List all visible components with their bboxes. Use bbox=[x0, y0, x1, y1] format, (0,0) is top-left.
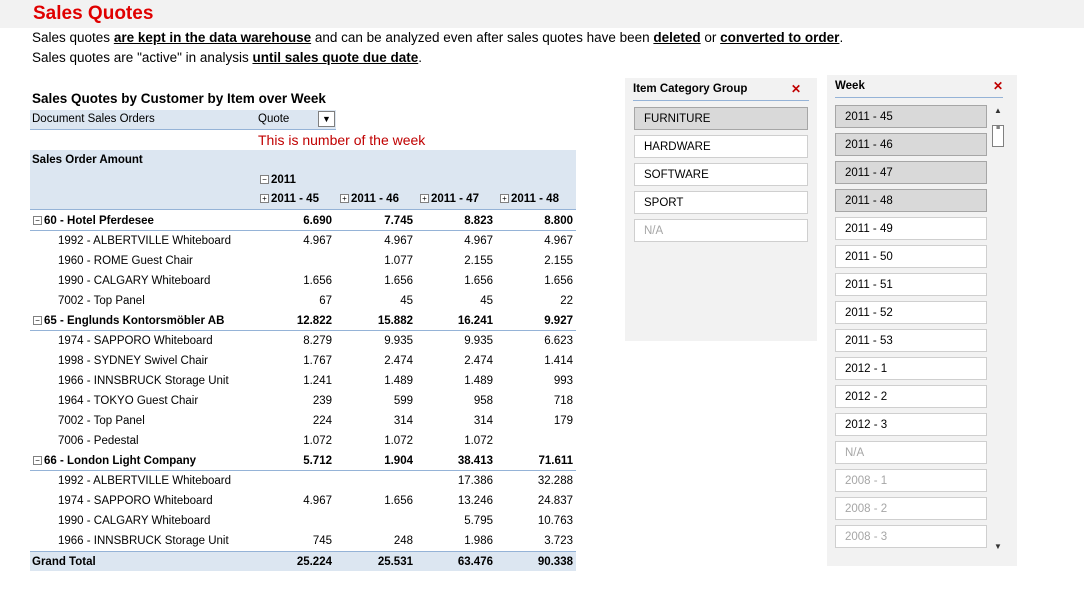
value-cell: 90.338 bbox=[537, 556, 573, 568]
item-row bbox=[30, 531, 576, 551]
value-cell: 224 bbox=[312, 415, 332, 427]
item-row bbox=[30, 511, 576, 531]
slicer-item[interactable] bbox=[634, 191, 808, 214]
slicer-title: Item Category Group bbox=[633, 83, 748, 95]
value-cell: 2.155 bbox=[464, 255, 493, 267]
value-cell: 1.656 bbox=[303, 275, 332, 287]
week-column-header[interactable]: + 2011 - 47 bbox=[420, 193, 479, 205]
slicer-title: Week bbox=[835, 80, 865, 92]
slicer-item-label: SOFTWARE bbox=[644, 169, 709, 181]
value-cell: 25.531 bbox=[377, 556, 413, 568]
value-cell: 4.967 bbox=[303, 235, 332, 247]
value-cell: 38.413 bbox=[457, 455, 493, 467]
value-cell: 15.882 bbox=[377, 315, 413, 327]
slicer-item-label: 2008 - 1 bbox=[845, 475, 888, 487]
header-divider bbox=[30, 209, 576, 210]
item-row bbox=[30, 391, 576, 411]
slicer-item[interactable] bbox=[835, 245, 987, 268]
value-cell: 1.656 bbox=[384, 495, 413, 507]
value-cell: 4.967 bbox=[544, 235, 573, 247]
title-band bbox=[0, 0, 1084, 28]
page-title: Sales Quotes bbox=[33, 3, 154, 24]
slicer-item[interactable] bbox=[835, 441, 987, 464]
scroll-up-icon[interactable]: ▲ bbox=[994, 106, 1002, 115]
value-cell: 2.474 bbox=[464, 355, 493, 367]
value-cell: 16.241 bbox=[457, 315, 493, 327]
value-cell: 2.474 bbox=[384, 355, 413, 367]
value-cell: 1.489 bbox=[384, 375, 413, 387]
row-label[interactable]: − 66 - London Light Company bbox=[33, 455, 196, 467]
slicer-item-label: 2011 - 52 bbox=[845, 307, 893, 319]
slicer-item[interactable] bbox=[835, 329, 987, 352]
value-cell: 8.823 bbox=[464, 215, 493, 227]
value-cell: 24.837 bbox=[537, 495, 573, 507]
filter-dropdown-icon[interactable]: ▼ bbox=[318, 111, 335, 127]
description-line-2: Sales quotes are "active" in analysis until sales quote due date. bbox=[32, 50, 422, 65]
slicer-item[interactable] bbox=[835, 357, 987, 380]
slicer-item[interactable] bbox=[835, 105, 987, 128]
slicer-item-label: 2012 - 1 bbox=[845, 363, 888, 375]
slicer-item[interactable] bbox=[835, 413, 987, 436]
value-cell: 9.927 bbox=[544, 315, 573, 327]
week-column-header[interactable]: + 2011 - 45 bbox=[260, 193, 319, 205]
slicer-item-label: 2011 - 47 bbox=[845, 167, 893, 179]
value-cell: 6.623 bbox=[544, 335, 573, 347]
value-cell: 32.288 bbox=[537, 475, 573, 487]
week-column-header[interactable]: + 2011 - 46 bbox=[340, 193, 399, 205]
value-cell: 45 bbox=[480, 295, 493, 307]
collapse-icon[interactable]: − bbox=[33, 316, 42, 325]
slicer-item-label: 2011 - 53 bbox=[845, 335, 893, 347]
value-cell: 17.386 bbox=[457, 475, 493, 487]
slicer-item-label: N/A bbox=[644, 225, 664, 237]
filter-label: Document Sales Orders bbox=[32, 113, 155, 125]
slicer-item[interactable] bbox=[634, 163, 808, 186]
slicer-item[interactable] bbox=[835, 525, 987, 548]
value-cell: 9.935 bbox=[464, 335, 493, 347]
item-row bbox=[30, 431, 576, 451]
value-cell: 1.414 bbox=[544, 355, 573, 367]
slicer-item[interactable] bbox=[634, 135, 808, 158]
row-label[interactable]: − 60 - Hotel Pferdesee bbox=[33, 215, 154, 227]
value-cell: 1.904 bbox=[384, 455, 413, 467]
value-cell: 314 bbox=[473, 415, 493, 427]
collapse-icon[interactable]: − bbox=[260, 175, 269, 184]
slicer-item[interactable] bbox=[634, 107, 808, 130]
value-cell: 8.800 bbox=[544, 215, 573, 227]
value-cell: 4.967 bbox=[303, 495, 332, 507]
values-label: Sales Order Amount bbox=[32, 154, 143, 166]
value-cell: 958 bbox=[473, 395, 493, 407]
item-row bbox=[30, 411, 576, 431]
slicer-item-label: 2011 - 50 bbox=[845, 251, 893, 263]
value-cell: 1.656 bbox=[464, 275, 493, 287]
slicer-item-label: N/A bbox=[845, 447, 865, 459]
item-row bbox=[30, 331, 576, 351]
filter-value: Quote bbox=[258, 113, 290, 125]
item-row bbox=[30, 251, 576, 271]
row-label: 1974 - SAPPORO Whiteboard bbox=[58, 495, 213, 507]
slicer-divider bbox=[835, 97, 1003, 98]
expand-icon[interactable]: + bbox=[260, 194, 269, 203]
value-cell: 13.246 bbox=[457, 495, 493, 507]
expand-icon[interactable]: + bbox=[340, 194, 349, 203]
value-cell: 1.072 bbox=[464, 435, 493, 447]
slicer-item-label: 2012 - 2 bbox=[845, 391, 888, 403]
item-row bbox=[30, 291, 576, 311]
value-cell: 5.795 bbox=[464, 515, 493, 527]
slicer-item[interactable] bbox=[835, 161, 987, 184]
slicer-item[interactable] bbox=[835, 273, 987, 296]
value-cell: 6.690 bbox=[303, 215, 332, 227]
slicer-item[interactable] bbox=[835, 469, 987, 492]
pivot-title: Sales Quotes by Customer by Item over Week bbox=[32, 91, 326, 106]
collapse-icon[interactable]: − bbox=[33, 456, 42, 465]
value-cell: 9.935 bbox=[384, 335, 413, 347]
value-cell: 1.656 bbox=[384, 275, 413, 287]
customer-row bbox=[30, 451, 576, 471]
slicer-item-label: 2008 - 2 bbox=[845, 503, 888, 515]
value-cell: 599 bbox=[393, 395, 413, 407]
value-cell: 1.767 bbox=[303, 355, 332, 367]
slicer-item-label: 2011 - 48 bbox=[845, 195, 893, 207]
row-label: 1960 - ROME Guest Chair bbox=[58, 255, 193, 267]
week-note: This is number of the week bbox=[258, 132, 426, 148]
expand-icon[interactable]: + bbox=[500, 194, 509, 203]
row-label: 1998 - SYDNEY Swivel Chair bbox=[58, 355, 208, 367]
item-row bbox=[30, 271, 576, 291]
value-cell: 1.489 bbox=[464, 375, 493, 387]
slicer-item-label: 2011 - 51 bbox=[845, 279, 893, 291]
row-label: 1964 - TOKYO Guest Chair bbox=[58, 395, 199, 407]
slicer-item[interactable] bbox=[835, 385, 987, 408]
scroll-thumb[interactable]: ≡ bbox=[992, 125, 1004, 147]
row-label: 1966 - INNSBRUCK Storage Unit bbox=[58, 375, 229, 387]
value-cell: 1.072 bbox=[303, 435, 332, 447]
value-cell: 4.967 bbox=[384, 235, 413, 247]
row-label: 7002 - Top Panel bbox=[58, 295, 145, 307]
value-cell: 248 bbox=[393, 535, 413, 547]
grand-total-row bbox=[30, 551, 576, 571]
value-cell: 63.476 bbox=[457, 556, 493, 568]
value-cell: 239 bbox=[312, 395, 332, 407]
value-cell: 71.611 bbox=[538, 455, 573, 467]
item-row bbox=[30, 491, 576, 511]
collapse-icon[interactable]: − bbox=[33, 216, 42, 225]
value-cell: 22 bbox=[560, 295, 573, 307]
row-label: 1990 - CALGARY Whiteboard bbox=[58, 515, 211, 527]
slicer-item[interactable] bbox=[634, 219, 808, 242]
scroll-down-icon[interactable]: ▼ bbox=[994, 542, 1002, 551]
row-label: 1992 - ALBERTVILLE Whiteboard bbox=[58, 235, 232, 247]
value-cell: 1.241 bbox=[303, 375, 332, 387]
slicer-item[interactable] bbox=[835, 301, 987, 324]
item-row bbox=[30, 231, 576, 251]
value-cell: 745 bbox=[312, 535, 332, 547]
item-row bbox=[30, 371, 576, 391]
value-cell: 1.986 bbox=[464, 535, 493, 547]
value-cell: 718 bbox=[553, 395, 573, 407]
value-cell: 10.763 bbox=[537, 515, 573, 527]
value-cell: 179 bbox=[553, 415, 573, 427]
slicer-item-label: 2012 - 3 bbox=[845, 419, 888, 431]
value-cell: 2.155 bbox=[544, 255, 573, 267]
value-cell: 4.967 bbox=[464, 235, 493, 247]
week-column-header[interactable]: + 2011 - 48 bbox=[500, 193, 559, 205]
value-cell: 1.077 bbox=[384, 255, 413, 267]
description-line-1: Sales quotes are kept in the data warehouse and can be analyzed even after sales quotes have been deleted or converted to order. bbox=[32, 30, 844, 45]
value-cell: 3.723 bbox=[544, 535, 573, 547]
row-label: 7006 - Pedestal bbox=[58, 435, 139, 447]
slicer-item[interactable] bbox=[835, 189, 987, 212]
value-cell: 314 bbox=[393, 415, 413, 427]
value-cell: 7.745 bbox=[384, 215, 413, 227]
row-label: Grand Total bbox=[32, 556, 96, 568]
report-filter-row bbox=[30, 110, 336, 130]
item-row bbox=[30, 471, 576, 491]
slicer-item[interactable] bbox=[835, 133, 987, 156]
year-header[interactable]: − 2011 bbox=[260, 174, 296, 186]
slicer-item-label: HARDWARE bbox=[644, 141, 711, 153]
row-label: 7002 - Top Panel bbox=[58, 415, 145, 427]
value-cell: 67 bbox=[319, 295, 332, 307]
slicer-item-label: 2011 - 46 bbox=[845, 139, 893, 151]
slicer-item-label: SPORT bbox=[644, 197, 684, 209]
value-cell: 45 bbox=[400, 295, 413, 307]
value-cell: 12.822 bbox=[296, 315, 332, 327]
row-label: 1990 - CALGARY Whiteboard bbox=[58, 275, 211, 287]
value-cell: 993 bbox=[553, 375, 573, 387]
item-row bbox=[30, 351, 576, 371]
row-label: 1992 - ALBERTVILLE Whiteboard bbox=[58, 475, 232, 487]
value-cell: 1.656 bbox=[544, 275, 573, 287]
slicer-item-label: FURNITURE bbox=[644, 113, 711, 125]
slicer-item[interactable] bbox=[835, 217, 987, 240]
slicer-item[interactable] bbox=[835, 497, 987, 520]
expand-icon[interactable]: + bbox=[420, 194, 429, 203]
value-cell: 8.279 bbox=[303, 335, 332, 347]
row-label[interactable]: − 65 - Englunds Kontorsmöbler AB bbox=[33, 315, 224, 327]
week-slicer-scrollbar[interactable] bbox=[990, 104, 1006, 556]
customer-row bbox=[30, 311, 576, 331]
value-cell: 5.712 bbox=[303, 455, 332, 467]
value-cell: 25.224 bbox=[296, 556, 332, 568]
slicer-item-label: 2011 - 45 bbox=[845, 111, 893, 123]
slicer-divider bbox=[633, 100, 809, 101]
slicer-item-label: 2011 - 49 bbox=[845, 223, 893, 235]
row-label: 1974 - SAPPORO Whiteboard bbox=[58, 335, 213, 347]
clear-filter-icon[interactable]: ✕ bbox=[791, 82, 802, 96]
customer-row bbox=[30, 211, 576, 231]
value-cell: 1.072 bbox=[384, 435, 413, 447]
row-label: 1966 - INNSBRUCK Storage Unit bbox=[58, 535, 229, 547]
clear-filter-icon[interactable]: ✕ bbox=[993, 79, 1004, 93]
slicer-item-label: 2008 - 3 bbox=[845, 531, 888, 543]
